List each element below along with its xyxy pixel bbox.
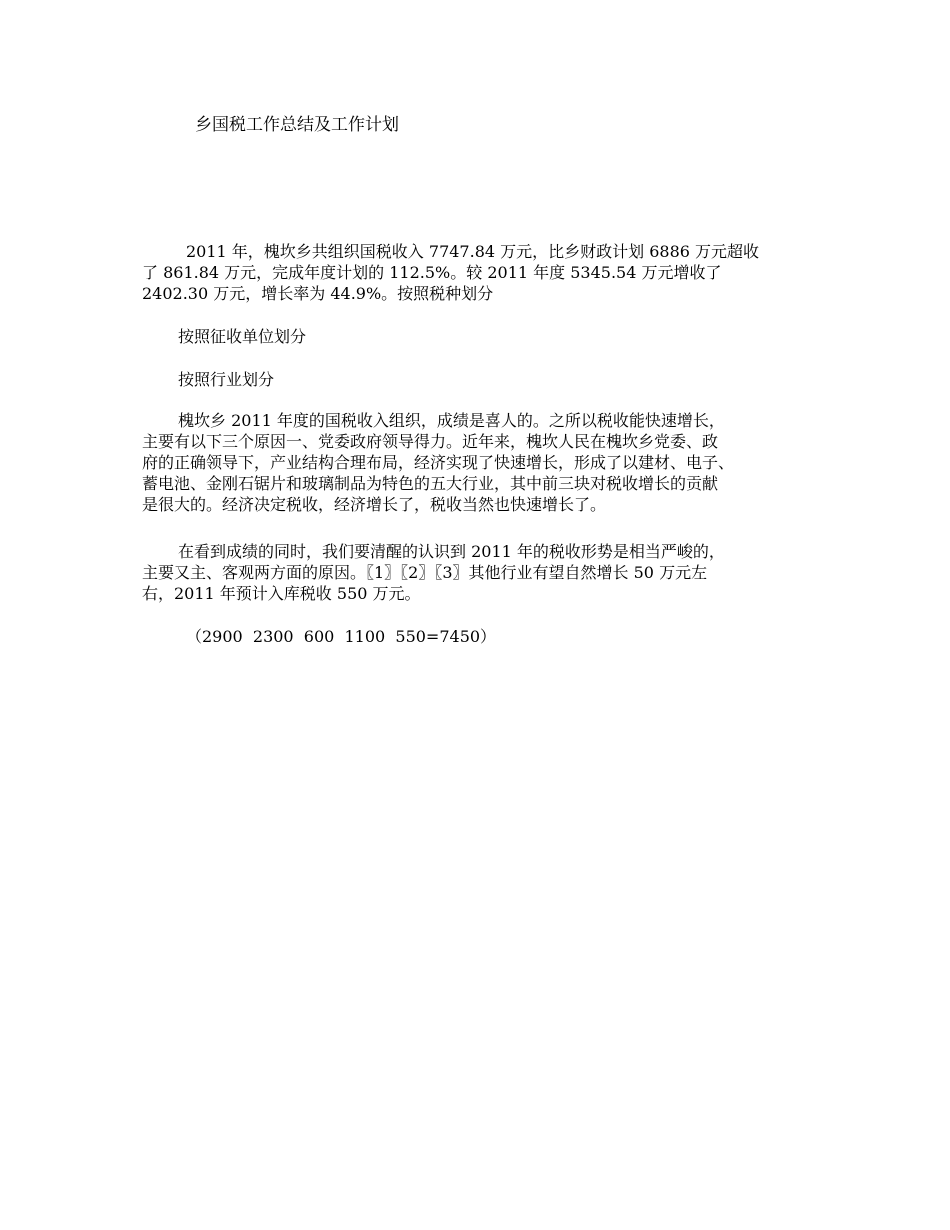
document-title: 乡国税工作总结及工作计划 (195, 115, 399, 135)
paragraph-growth-reasons (142, 410, 822, 515)
text-line: 2011 年，槐坎乡共组织国税收入 7747.84 万元，比乡财政计划 6886 万元超收 (186, 242, 760, 261)
paragraph-sum-formula (142, 626, 822, 647)
text-line: 主要又主、客观两方面的原因。〖1〗〖2〗〖3〗其他行业有望自然增长 50 万元左 (142, 563, 708, 582)
paragraph-by-collection-unit (142, 326, 822, 347)
text-line: 按照征收单位划分 (178, 327, 307, 346)
paragraph-tax-outlook (142, 541, 822, 604)
text-line: 按照行业划分 (178, 370, 275, 389)
text-line: （2900 2300 600 1100 550=7450） (186, 627, 497, 646)
paragraph-by-industry (142, 369, 822, 390)
text-line: 是很大的。经济决定税收，经济增长了，税收当然也快速增长了。 (142, 495, 607, 514)
text-line: 在看到成绩的同时，我们要清醒的认识到 2011 年的税收形势是相当严峻的， (178, 542, 725, 561)
text-line: 2402.30 万元，增长率为 44.9%。按照税种划分 (142, 284, 494, 303)
text-line: 槐坎乡 2011 年度的国税收入组织，成绩是喜人的。之所以税收能快速增长， (178, 411, 725, 430)
paragraph-revenue-summary (142, 241, 822, 304)
text-line: 主要有以下三个原因一、党委政府领导得力。近年来，槐坎人民在槐坎乡党委、政 (142, 432, 719, 451)
text-line: 蓄电池、金刚石锯片和玻璃制品为特色的五大行业，其中前三块对税收增长的贡献 (142, 474, 719, 493)
text-line: 府的正确领导下，产业结构合理布局，经济实现了快速增长，形成了以建材、电子、 (142, 453, 735, 472)
text-line: 了 861.84 万元，完成年度计划的 112.5%。较 2011 年度 5345.54 万元增收了 (142, 263, 722, 282)
text-line: 右，2011 年预计入库税收 550 万元。 (142, 584, 421, 603)
